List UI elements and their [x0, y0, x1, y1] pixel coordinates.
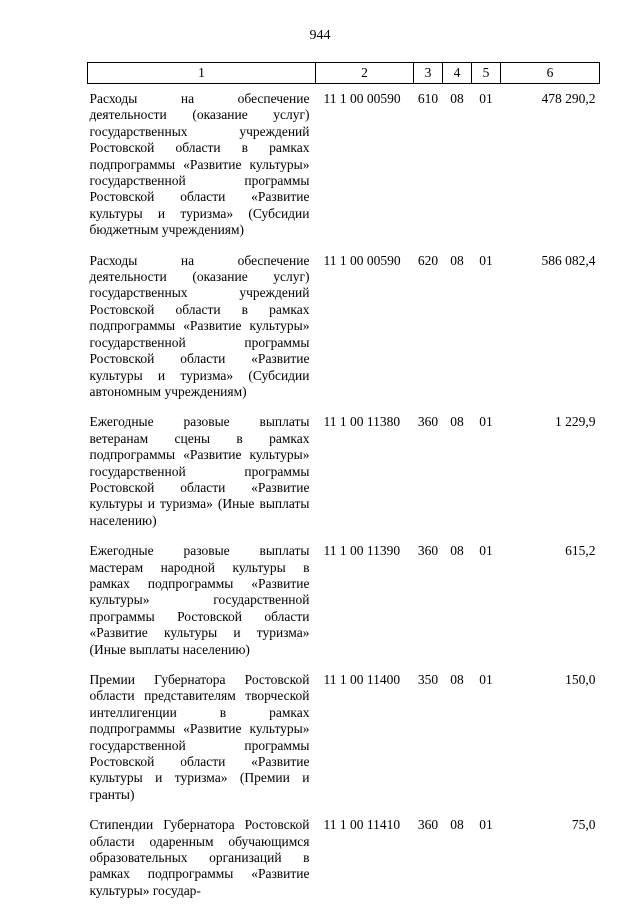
row-description: Ежегодные разовые выплаты мастерам народной культуры в рамках подпрограммы «Развитие культуры» государственной программы Ростовской области «Развитие культуры и туризма» (Иные выплаты населению): [89, 543, 310, 657]
row-amount: 150,0: [565, 672, 596, 687]
row-col3: 360: [417, 414, 439, 430]
row-col5: 01: [479, 817, 493, 833]
row-amount: 586 082,4: [541, 252, 596, 268]
budget-table: [87, 62, 600, 906]
table-row: [88, 84, 600, 246]
column-header-5: 5: [472, 63, 501, 84]
row-col3: 360: [417, 817, 439, 833]
row-amount: 1 229,9: [555, 414, 596, 430]
page-number: 944: [309, 28, 331, 43]
column-header-3: 3: [414, 63, 443, 84]
table-row: [88, 810, 600, 906]
row-col4: 08: [450, 817, 464, 833]
column-header-2: 2: [316, 63, 414, 84]
row-col4: 08: [450, 252, 464, 268]
row-amount: 615,2: [565, 543, 596, 559]
table-row: [88, 536, 600, 665]
row-description: Расходы на обеспечение деятельности (оказание услуг) государственных учреждений Ростовской области в рамках подпрограммы «Развитие культуры» государственной программы Ростовской области «Развитие культуры и туризма» (Субсидии бюджетным учреждениям): [89, 91, 310, 238]
row-amount: 478 290,2: [541, 91, 596, 106]
row-code: 11 1 00 11390: [323, 543, 401, 559]
row-code: 11 1 00 11400: [323, 672, 401, 687]
row-col4: 08: [450, 543, 464, 559]
row-description: Расходы на обеспечение деятельности (оказание услуг) государственных учреждений Ростовской области в рамках подпрограммы «Развитие культуры» государственной программы Ростовской области «Развитие культуры и туризма» (Субсидии автономным учреждениям): [89, 252, 310, 399]
table-row: [88, 665, 600, 810]
row-col3: 360: [417, 543, 439, 559]
row-col3: 610: [417, 91, 439, 106]
row-col4: 08: [450, 672, 464, 687]
row-col5: 01: [479, 252, 493, 268]
row-code: 11 1 00 00590: [323, 252, 401, 268]
row-col5: 01: [479, 672, 493, 687]
row-col5: 01: [479, 414, 493, 430]
row-description: Ежегодные разовые выплаты ветеранам сцены в рамках подпрограммы «Развитие культуры» государственной программы Ростовской области «Развитие культуры и туризма» (Иные выплаты населению): [89, 414, 310, 528]
row-description: Премии Губернатора Ростовской области представителям творческой интеллигенции в рамках подпрограммы «Развитие культуры» государственной программы Ростовской области «Развитие культуры и туризма» (Премии и гранты): [89, 672, 310, 802]
row-col5: 01: [479, 543, 493, 559]
table-header-row: [88, 63, 600, 84]
row-col3: 620: [417, 252, 439, 268]
row-amount: 75,0: [571, 817, 596, 833]
column-header-1: 1: [88, 63, 316, 84]
column-header-4: 4: [443, 63, 472, 84]
row-code: 11 1 00 11380: [323, 414, 401, 430]
row-col5: 01: [479, 91, 493, 106]
row-code: 11 1 00 11410: [323, 817, 401, 833]
row-description: Стипендии Губернатора Ростовской области одаренным обучающимся образовательных организаций в рамках подпрограммы «Развитие культуры» государ-: [89, 817, 310, 898]
table-row: [88, 407, 600, 536]
row-col4: 08: [450, 91, 464, 106]
row-code: 11 1 00 00590: [323, 91, 401, 106]
row-col4: 08: [450, 414, 464, 430]
row-col3: 350: [417, 672, 439, 687]
table-row: [88, 246, 600, 408]
column-header-6: 6: [501, 63, 600, 84]
